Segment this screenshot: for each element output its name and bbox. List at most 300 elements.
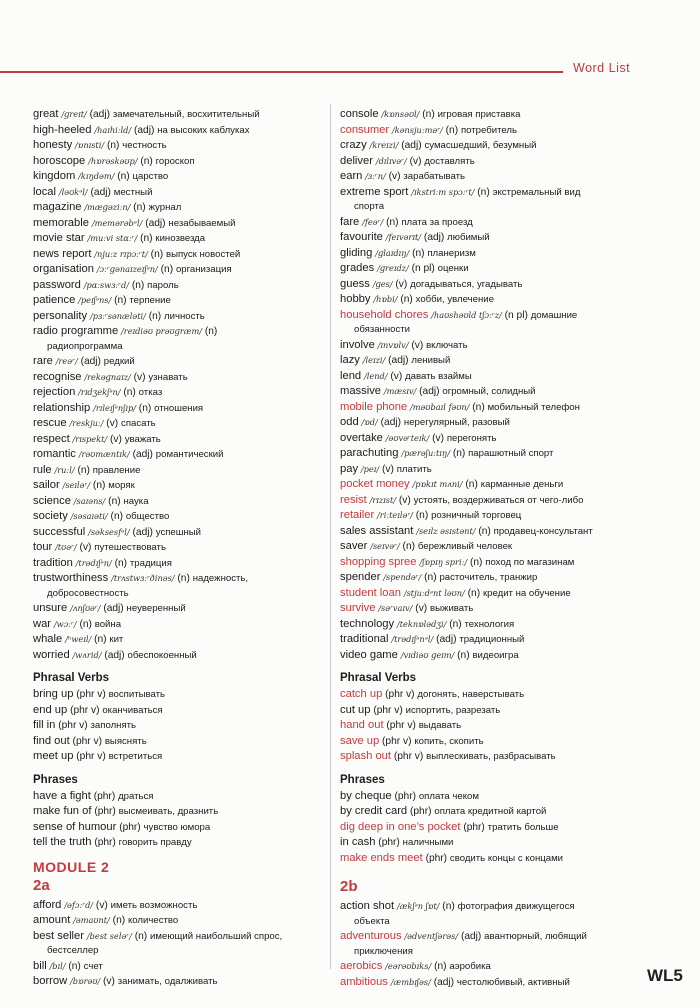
entry-transcription: /rekəɡnaɪz/ <box>84 371 131 382</box>
entry-transcription: /trʌstwɜːʳðinəs/ <box>111 573 175 583</box>
entry-translation: хобби, увлечение <box>415 294 494 305</box>
entry-part-of-speech: (n) <box>424 572 437 583</box>
word-entry <box>340 835 640 851</box>
entry-part-of-speech: (v) <box>79 542 92 553</box>
entry-transcription: /ədventʃərəs/ <box>404 931 459 941</box>
entry-translation: перегонять <box>446 432 497 444</box>
entry-transcription: /ɜːʳn/ <box>365 171 386 181</box>
word-entry <box>340 261 640 277</box>
entry-translation: копить, скопить <box>414 735 484 747</box>
entry-translation: сводить концы с концами <box>449 852 564 864</box>
entry-translation: пароль <box>147 279 179 291</box>
word-entry <box>33 571 325 587</box>
entry-part-of-speech: (phr v) <box>373 704 403 716</box>
entry-transcription: /hɒrəskəʊp/ <box>88 155 138 166</box>
word-entry <box>33 432 325 448</box>
entry-translation: счет <box>83 960 103 972</box>
entry-part-of-speech: (n) <box>204 326 218 337</box>
entry-part-of-speech: (n) <box>177 573 190 584</box>
entry-translation: традиция <box>129 557 172 569</box>
entry-transcription: /leɪzi/ <box>362 355 386 365</box>
word-entry <box>33 749 325 765</box>
entry-part-of-speech: (v) <box>388 171 401 182</box>
entry-part-of-speech: (n) <box>117 171 130 182</box>
entry-translation: моряк <box>108 480 135 491</box>
entry-translation: чувство юмора <box>143 821 211 833</box>
entry-part-of-speech: (n) <box>400 294 413 305</box>
word-entry <box>340 601 640 617</box>
entry-translation: видеоигра <box>472 649 519 661</box>
entry-part-of-speech: (phr) <box>119 821 141 833</box>
word-entry <box>33 540 325 556</box>
entry-part-of-speech: (n) <box>467 587 481 599</box>
entry-translation: игровая приставка <box>437 109 521 120</box>
word-entry <box>340 353 640 369</box>
entry-translation: царство <box>132 171 169 182</box>
entry-part-of-speech: (phr v) <box>76 751 106 762</box>
entry-translation: отказ <box>138 387 163 398</box>
entry-word: by credit card <box>340 805 408 817</box>
entry-transcription: /ruːl/ <box>54 464 75 475</box>
word-entry <box>33 617 325 633</box>
entry-word: honesty <box>33 139 73 151</box>
entry-part-of-speech: (n) <box>133 202 146 213</box>
right-phrasal-verbs-title: Phrasal Verbs <box>340 672 417 684</box>
entry-transcription: /trədɪʃᵊnᵊl/ <box>391 634 434 644</box>
entry-transcription: /wɔːʳ/ <box>53 618 77 629</box>
entry-translation: на высоких каблуках <box>157 124 250 136</box>
entry-transcription: /spendəʳ/ <box>383 572 422 582</box>
word-entry <box>33 494 325 510</box>
entry-word: deliver <box>340 154 373 167</box>
entry-transcription: /ɡreɪdz/ <box>377 263 409 273</box>
entry-translation: организация <box>175 264 232 275</box>
entry-translation: выплескивать, разбрасывать <box>426 751 556 762</box>
entry-part-of-speech: (n) <box>445 124 459 136</box>
entry-word: save up <box>340 734 380 747</box>
entry-part-of-speech: (n) <box>110 511 123 522</box>
word-entry <box>340 277 640 293</box>
entry-translation: правление <box>92 464 141 476</box>
entry-transcription: /njuːz rɪpɔːʳt/ <box>94 248 148 259</box>
entry-transcription: /seɪləʳ/ <box>62 480 91 490</box>
word-entry <box>33 556 325 572</box>
entry-word: recognise <box>33 370 82 383</box>
entry-part-of-speech: (phr v) <box>386 720 416 731</box>
entry-part-of-speech: (n) <box>415 510 429 521</box>
entry-translation: мобильный телефон <box>487 401 580 413</box>
entry-word: organisation <box>33 263 94 275</box>
entry-transcription: /pɑːswɜːʳd/ <box>83 279 129 290</box>
unit-2b-entries-list <box>340 899 640 990</box>
entry-transcription: /ɒd/ <box>361 417 378 427</box>
entry-translation: устоять, воздерживаться от чего-либо <box>413 494 584 506</box>
module-title: MODULE 2 <box>33 858 110 875</box>
word-entry <box>340 308 640 324</box>
entry-word: local <box>33 185 57 198</box>
entry-part-of-speech: (n) <box>442 901 455 912</box>
entry-transcription: /eərəʊbɪks/ <box>385 961 432 971</box>
entry-transcription: /feɪvərɪt/ <box>385 232 422 242</box>
entry-translation: честолюбивый, активный <box>456 976 570 988</box>
entry-transcription: /dɪlɪvəʳ/ <box>375 155 407 166</box>
entry-word: high-heeled <box>33 123 92 136</box>
entry-transcription: /kɒnsəʊl/ <box>381 109 420 119</box>
entry-part-of-speech: (n) <box>114 557 128 569</box>
entry-translation: выживать <box>430 603 474 614</box>
entry-transcription: /səʳvaɪv/ <box>378 603 413 613</box>
entry-word: password <box>33 278 81 291</box>
entry-word: radio programme <box>33 325 119 337</box>
right-phrasal-verbs-list <box>340 687 640 765</box>
entry-word: afford <box>33 898 62 911</box>
entry-part-of-speech: (n) <box>457 649 470 661</box>
entry-part-of-speech: (v) <box>381 463 394 475</box>
word-entry <box>33 804 325 820</box>
entry-word: personality <box>33 309 88 322</box>
entry-word: hobby <box>340 293 371 305</box>
entry-part-of-speech: (phr v) <box>70 704 100 716</box>
entry-word: war <box>33 617 52 630</box>
entry-word: pocket money <box>340 478 410 490</box>
entry-word: ambitious <box>340 975 388 988</box>
entry-part-of-speech: (v) <box>411 339 424 351</box>
word-entry <box>33 216 325 232</box>
entry-part-of-speech: (v) <box>103 976 115 987</box>
entry-part-of-speech: (adj) <box>460 931 482 942</box>
entry-translation: планеризм <box>427 247 476 259</box>
entry-translation: уважать <box>124 433 161 445</box>
entry-word: sailor <box>33 479 60 491</box>
word-entry <box>33 601 325 617</box>
word-entry <box>340 539 640 555</box>
entry-word: rescue <box>33 417 67 429</box>
left-entries-list <box>33 107 325 663</box>
word-entry <box>33 262 325 278</box>
entry-part-of-speech: (v) <box>415 603 428 614</box>
entry-transcription: /ləʊkᵊl/ <box>58 186 88 197</box>
word-entry <box>33 959 325 975</box>
word-entry <box>340 804 640 820</box>
unit-title-2b: 2b <box>340 878 358 895</box>
entry-word: overtake <box>340 431 383 444</box>
entry-translation: романтический <box>155 449 224 460</box>
entry-word: trustworthiness <box>33 572 109 584</box>
word-entry <box>340 734 640 750</box>
entry-part-of-speech: (n) <box>150 248 164 260</box>
entry-word: favourite <box>340 231 383 243</box>
entry-part-of-speech: (adj) <box>132 526 153 538</box>
word-entry <box>33 385 325 401</box>
entry-translation: выпуск новостей <box>165 248 241 260</box>
entry-translation: карманные деньги <box>480 479 564 490</box>
entry-translation: кит <box>109 634 124 645</box>
word-entry <box>340 617 640 633</box>
entry-word: technology <box>340 617 395 630</box>
entry-translation: испортить, разрезать <box>405 704 501 716</box>
entry-part-of-speech: (phr v) <box>72 735 102 747</box>
entry-part-of-speech: (n) <box>131 279 145 291</box>
entry-translation: наличными <box>402 837 454 848</box>
entry-part-of-speech: (n) <box>422 109 435 120</box>
entry-translation: сумасшедший, безумный <box>424 140 537 151</box>
entry-part-of-speech: (n) <box>140 155 153 167</box>
entry-translation: расточитель, транжир <box>439 572 538 583</box>
entry-translation: оканчиваться <box>102 704 163 716</box>
entry-part-of-speech: (v) <box>106 418 119 429</box>
entry-translation: высмеивать, дразнить <box>118 806 219 817</box>
entry-transcription: /ʌnʃʊəʳ/ <box>70 603 101 613</box>
entry-part-of-speech: (n pl) <box>504 309 528 321</box>
entry-translation: выдавать <box>418 720 462 731</box>
entry-transcription: /kɪŋdəm/ <box>78 171 115 181</box>
word-entry <box>33 820 325 836</box>
entry-translation: экстремальный вид <box>492 186 581 198</box>
entry-translation: личность <box>164 310 205 322</box>
page-header-title: Word List <box>573 61 631 75</box>
entry-part-of-speech: (n) <box>140 233 153 244</box>
entry-word: sales assistant <box>340 524 414 537</box>
entry-transcription: /tʊəʳ/ <box>55 542 77 552</box>
entry-transcription: /memərəbᵊl/ <box>91 217 143 228</box>
entry-transcription: /hɒbi/ <box>373 294 398 304</box>
entry-transcription: /mæsɪv/ <box>383 386 417 396</box>
entry-transcription: /pɒkɪt mʌni/ <box>412 479 463 489</box>
entry-word: action shot <box>340 900 395 912</box>
entry-word: consumer <box>340 123 390 136</box>
entry-part-of-speech: (v) <box>390 370 403 382</box>
entry-translation: давать взаймы <box>405 370 472 382</box>
entry-transcription: /pɜːʳsənæləti/ <box>89 310 146 321</box>
entry-translation: ленивый <box>411 355 451 366</box>
word-entry <box>33 169 325 185</box>
entry-part-of-speech: (phr v) <box>58 720 88 731</box>
entry-translation: кредит на обучение <box>482 587 571 599</box>
entry-translation-continuation: обязанности <box>354 324 411 335</box>
entry-translation: надежность, <box>192 573 249 584</box>
entry-transcription: /kənsjuːməʳ/ <box>391 124 443 135</box>
entry-transcription: /bɒrəʊ/ <box>70 976 101 986</box>
word-entry <box>33 525 325 541</box>
word-entry <box>340 703 640 719</box>
word-entry <box>33 929 325 945</box>
entry-part-of-speech: (v) <box>432 432 444 444</box>
entry-transcription: /səsaɪəti/ <box>70 511 108 521</box>
entry-part-of-speech: (n) <box>478 525 491 537</box>
entry-word: respect <box>33 432 70 445</box>
entry-word: successful <box>33 525 86 538</box>
word-entry <box>340 185 640 201</box>
entry-part-of-speech: (n) <box>94 634 107 645</box>
entry-part-of-speech: (n) <box>134 930 148 942</box>
entry-part-of-speech: (phr) <box>94 837 116 848</box>
entry-part-of-speech: (adj) <box>104 649 125 661</box>
entry-transcription: /ʃɒpɪŋ spriː/ <box>419 556 468 567</box>
entry-word: make fun of <box>33 805 92 817</box>
entry-word: console <box>340 108 379 120</box>
entry-translation: розничный торговец <box>431 510 522 521</box>
word-entry <box>340 648 640 664</box>
entry-word: unsure <box>33 602 68 614</box>
right-column <box>340 107 640 990</box>
entry-part-of-speech: (adj) <box>380 417 402 428</box>
entry-word: rejection <box>33 386 76 398</box>
entry-word: lazy <box>340 354 360 366</box>
entry-word: patience <box>33 294 76 306</box>
entry-word: student loan <box>340 586 401 599</box>
entry-translation: говорить правду <box>118 837 192 848</box>
entry-word: retailer <box>340 509 375 521</box>
entry-part-of-speech: (phr) <box>410 806 432 817</box>
entry-part-of-speech: (adj) <box>90 186 111 198</box>
entry-transcription: /səksesfᵊl/ <box>88 526 130 537</box>
entry-word: catch up <box>340 688 383 700</box>
word-entry <box>33 138 325 154</box>
entry-transcription: /riːteɪləʳ/ <box>377 510 413 520</box>
word-entry <box>33 913 325 929</box>
entry-transcription: /pærəʃuːtɪŋ/ <box>401 448 450 458</box>
entry-part-of-speech: (n) <box>148 310 162 322</box>
entry-word: traditional <box>340 633 389 645</box>
entry-part-of-speech: (n) <box>160 264 174 275</box>
entry-word: adventurous <box>340 930 402 942</box>
entry-transcription: /lend/ <box>364 370 388 381</box>
entry-part-of-speech: (n) <box>449 618 462 630</box>
entry-part-of-speech: (n) <box>108 495 121 507</box>
entry-translation: традиционный <box>459 634 525 645</box>
entry-translation-continuation: приключения <box>354 945 413 957</box>
entry-translation: журнал <box>148 202 182 213</box>
word-entry <box>340 415 640 431</box>
entry-translation: домашние <box>530 309 578 321</box>
entry-word: spender <box>340 571 381 583</box>
entry-translation: местный <box>113 186 153 198</box>
entry-transcription: /reɪdiəʊ prəʊɡræm/ <box>121 326 203 336</box>
entry-word: fill in <box>33 719 56 731</box>
entry-word: saver <box>340 540 368 552</box>
entry-word: romantic <box>33 448 76 460</box>
entry-part-of-speech: (adj) <box>436 634 457 645</box>
word-entry <box>340 446 640 462</box>
word-entry <box>33 416 325 432</box>
entry-word: by cheque <box>340 789 392 802</box>
word-entry <box>33 200 325 216</box>
entry-transcription: /seɪvəʳ/ <box>370 541 400 551</box>
entry-transcription: /ʰweɪl/ <box>65 634 92 644</box>
entry-translation: парашютный спорт <box>468 448 554 459</box>
word-entry <box>33 648 325 664</box>
entry-part-of-speech: (adj) <box>388 355 409 366</box>
word-entry <box>33 509 325 525</box>
entry-translation: плата за проезд <box>401 216 473 228</box>
entry-word: guess <box>340 277 370 290</box>
word-entry <box>33 718 325 734</box>
entry-transcription: /rɪdʒekʃᵊn/ <box>78 387 121 397</box>
entry-transcription: /haʊshəʊld tʃɔːʳz/ <box>431 309 502 320</box>
entry-transcription: /ɪnvɒlv/ <box>377 339 409 350</box>
entry-transcription: /feəʳ/ <box>362 216 384 227</box>
word-entry <box>340 123 640 139</box>
entry-word: fare <box>340 215 360 228</box>
word-entry <box>340 508 640 524</box>
entry-word: pay <box>340 462 359 475</box>
word-entry <box>340 169 640 185</box>
word-entry <box>340 851 640 867</box>
entry-part-of-speech: (phr) <box>394 790 416 802</box>
entry-part-of-speech: (v) <box>398 494 411 506</box>
entry-part-of-speech: (n) <box>68 960 81 972</box>
entry-transcription: /ɡlaɪdɪŋ/ <box>375 247 410 258</box>
word-entry <box>340 975 640 991</box>
entry-word: horoscope <box>33 154 86 167</box>
right-phrases-title: Phrases <box>340 773 385 786</box>
word-entry <box>33 478 325 494</box>
entry-translation: замечательный, восхитительный <box>112 109 260 120</box>
entry-word: gliding <box>340 246 373 259</box>
word-entry <box>33 354 325 370</box>
entry-transcription: /bɪl/ <box>49 960 66 971</box>
entry-translation: путешествовать <box>94 542 166 553</box>
entry-translation: нерегулярный, разовый <box>403 417 510 428</box>
entry-part-of-speech: (adj) <box>423 232 445 243</box>
entry-word: shopping spree <box>340 555 417 568</box>
word-entry <box>33 324 325 340</box>
entry-translation: потребитель <box>460 124 517 136</box>
entry-word: extreme sport <box>340 185 409 198</box>
word-entry <box>340 138 640 154</box>
entry-part-of-speech: (adj) <box>80 356 101 367</box>
entry-word: movie star <box>33 232 85 244</box>
entry-part-of-speech: (n) <box>477 186 490 198</box>
word-entry <box>33 734 325 750</box>
entry-part-of-speech: (adj) <box>89 109 111 120</box>
entry-word: amount <box>33 914 71 926</box>
entry-translation: любимый <box>447 232 490 243</box>
entry-translation: догонять, наверстывать <box>417 689 525 700</box>
entry-transcription: /ɡes/ <box>372 278 393 289</box>
entry-word: memorable <box>33 216 89 229</box>
entry-word: survive <box>340 602 376 614</box>
entry-transcription: /məʊbaɪl fəʊn/ <box>410 401 470 412</box>
entry-translation: поход по магазинам <box>485 556 575 568</box>
entry-word: rule <box>33 463 52 476</box>
word-entry <box>33 447 325 463</box>
entry-word: relationship <box>33 401 91 414</box>
entry-transcription: /peɪ/ <box>360 463 380 474</box>
word-entry <box>33 154 325 170</box>
entry-part-of-speech: (phr) <box>378 837 400 848</box>
word-entry <box>340 338 640 354</box>
entry-word: meet up <box>33 750 74 762</box>
word-entry <box>33 107 325 123</box>
word-entry <box>340 632 640 648</box>
entry-translation: спасать <box>121 418 156 429</box>
entry-word: magazine <box>33 201 82 213</box>
entry-translation: технология <box>464 618 515 630</box>
word-entry <box>340 524 640 540</box>
entry-word: news report <box>33 247 92 260</box>
entry-translation: догадываться, угадывать <box>410 278 523 290</box>
word-entry <box>340 107 640 123</box>
entry-translation-continuation: бестселлер <box>47 945 99 956</box>
entry-transcription: /reəʳ/ <box>55 356 78 366</box>
entry-transcription: /rɪspekt/ <box>72 433 108 444</box>
left-phrasal-verbs-list <box>33 687 325 765</box>
word-entry <box>33 123 325 139</box>
entry-transcription: /əʊvəʳteɪk/ <box>385 432 430 443</box>
entry-word: end up <box>33 703 68 716</box>
entry-word: cut up <box>340 703 371 716</box>
